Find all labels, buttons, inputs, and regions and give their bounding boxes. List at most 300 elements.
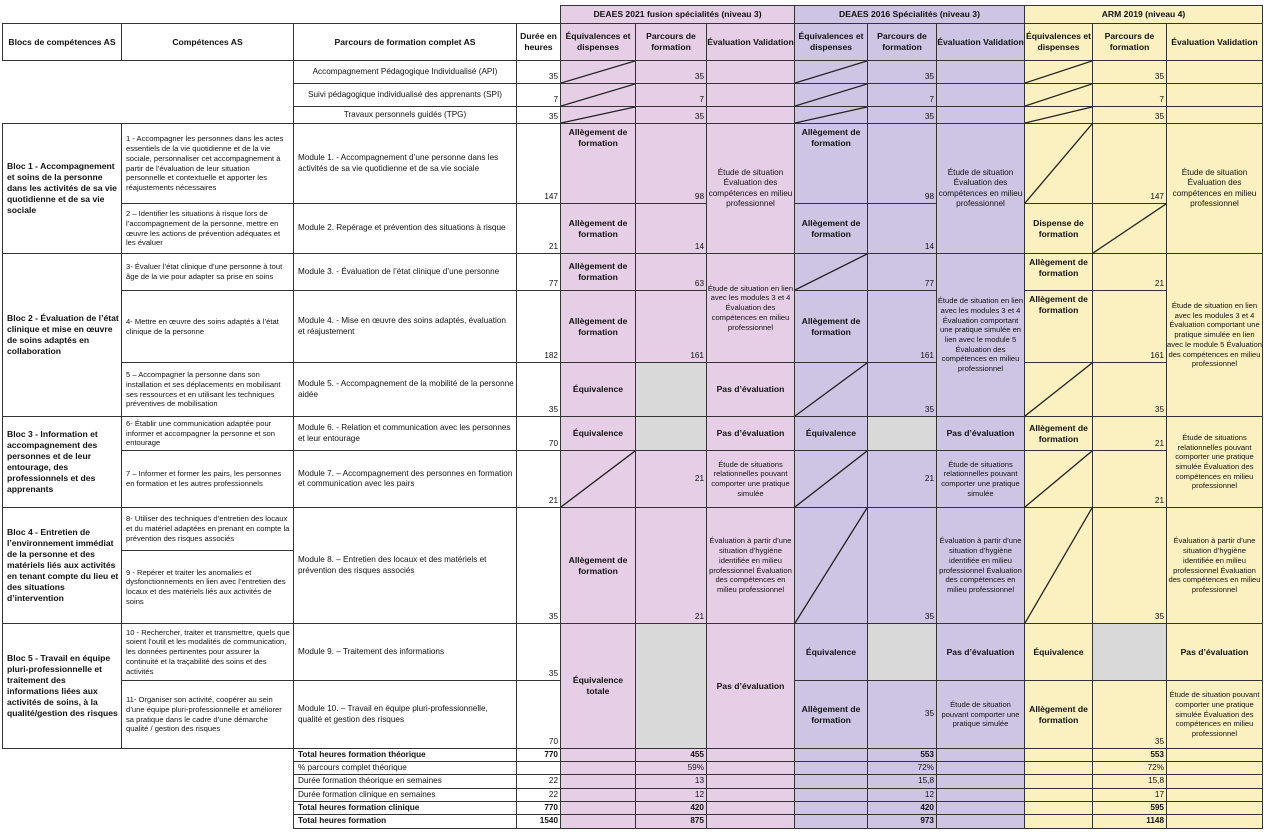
header-equivalences-2	[1024, 23, 1093, 61]
totals-d21-eval-empty	[706, 748, 795, 762]
arm-equiv-empty	[1024, 83, 1093, 107]
strikethrough-diagonal	[1025, 451, 1092, 507]
d21-eval-empty	[706, 106, 795, 124]
totals-d21	[635, 801, 707, 815]
totals-d16	[867, 788, 937, 802]
totals-d21-eval-empty	[706, 761, 795, 775]
totals-duree	[516, 748, 561, 762]
totals-d16-text: 420	[920, 802, 934, 812]
totals-d16-equiv-empty	[794, 801, 868, 815]
d16-m3-parcours	[867, 253, 937, 291]
d21-eval-empty	[706, 60, 795, 84]
d16-m5-equiv-empty	[794, 362, 868, 417]
arm-m6-equiv-text: Allègement de formation	[1029, 422, 1088, 444]
strikethrough-diagonal	[1025, 107, 1092, 123]
d16-equiv-empty	[794, 83, 868, 107]
totals-duree	[516, 788, 561, 802]
totals-d21-text: 59%	[687, 762, 704, 772]
totals-arm	[1092, 814, 1167, 829]
totals-d16-text: 12	[924, 789, 934, 799]
totals-d16-eval-empty	[936, 761, 1025, 775]
arm-eval-empty	[1166, 83, 1263, 107]
d16-equiv-empty	[794, 60, 868, 84]
strikethrough-diagonal	[561, 107, 635, 123]
top-row-label-text: Suivi pédagogique individualisé des apprenants (SPI)	[308, 89, 502, 99]
totals-label-text: Total heures formation théorique	[298, 749, 426, 759]
competence-item	[121, 507, 294, 551]
header-equivalences-0	[560, 23, 636, 61]
module-label-text: Module 9. – Traitement des informations	[298, 646, 445, 656]
totals-d16	[867, 801, 937, 815]
d16-equiv-empty	[794, 106, 868, 124]
totals-d21-text: 875	[690, 816, 704, 826]
arm-m2-parcours-empty	[1092, 203, 1167, 254]
totals-d16-text: 973	[920, 816, 934, 826]
totals-d16	[867, 748, 937, 762]
d16-m9-eval-text: Pas d’évaluation	[946, 646, 1015, 657]
d16-m9-parcours-empty	[867, 623, 937, 681]
module-duree-text: 147	[544, 191, 558, 201]
header-equivalences-0-text: Équivalences et dispenses	[565, 31, 631, 52]
d21-parcours-text: 35	[694, 71, 704, 81]
bloc-label	[2, 253, 122, 417]
arm-m9-equiv	[1024, 623, 1093, 681]
totals-arm	[1092, 801, 1167, 815]
arm-m3-parcours-text: 21	[1154, 278, 1164, 288]
d16-m1-equiv-text: Allègement de formation	[801, 127, 861, 148]
top-row-label	[293, 60, 517, 84]
totals-d16-equiv-empty	[794, 761, 868, 775]
d21-m5-equiv	[560, 362, 636, 417]
module-label-text: Module 3. - Évaluation de l’état clinique d’une personne	[298, 266, 500, 276]
totals-d21-text: 12	[694, 789, 704, 799]
d16-m1-equiv	[794, 123, 868, 204]
bloc-label	[2, 623, 122, 749]
totals-d21-equiv-empty	[560, 748, 636, 762]
totals-duree	[516, 774, 561, 789]
d16-m7-equiv-empty	[794, 450, 868, 508]
header-competences	[121, 23, 294, 61]
strikethrough-diagonal	[1025, 61, 1092, 83]
totals-d16-equiv-empty	[794, 814, 868, 829]
totals-arm-text: 553	[1150, 749, 1164, 759]
d16-m9-eval	[936, 623, 1025, 681]
header-parcours-text: Parcours de formation complet AS	[334, 36, 476, 47]
competence-item-text: 5 – Accompagner la personne dans son installation et ses déplacements en mobilisant ses ressources et en utilisant les techniques préventives de mobilisation	[126, 370, 281, 409]
arm-m1-equiv-empty	[1024, 123, 1093, 204]
strikethrough-diagonal	[795, 451, 867, 507]
d21-m6-equiv	[560, 416, 636, 451]
module-duree-text: 21	[548, 495, 558, 505]
totals-d21-equiv-empty	[560, 774, 636, 789]
totals-label	[293, 788, 517, 802]
module-label	[293, 680, 517, 749]
totals-duree-text: 1540	[539, 816, 558, 826]
totals-d21-eval-empty	[706, 774, 795, 789]
module-label-text: Module 5. - Accompagnement de la mobilité de la personne aidée	[298, 379, 514, 399]
arm-m9-parcours-empty	[1092, 623, 1167, 681]
module-duree	[516, 507, 561, 624]
totals-arm-text: 72%	[1147, 762, 1164, 772]
header-parcours-formation-0-text: Parcours de formation	[646, 31, 696, 52]
arm-m4-parcours-text: 161	[1150, 350, 1164, 360]
d21-m1-equiv-text: Allègement de formation	[568, 127, 628, 148]
d16-parcours	[867, 83, 937, 107]
top-row-duree-text: 35	[548, 71, 558, 81]
d21-m8-eval	[706, 507, 795, 624]
header-parcours-formation-1-text: Parcours de formation	[877, 31, 927, 52]
arm-m7-equiv-empty	[1024, 450, 1093, 508]
arm-m10-equiv-text: Allègement de formation	[1029, 703, 1088, 725]
d16-eval-empty	[936, 83, 1025, 107]
d21-m4-parcours	[635, 290, 707, 363]
arm-m8-parcours	[1092, 507, 1167, 624]
arm-m12-eval	[1166, 123, 1263, 254]
d16-m6-equiv-text: Équivalence	[805, 428, 857, 438]
module-label	[293, 203, 517, 254]
arm-m2-equiv-text: Dispense de formation	[1033, 217, 1084, 239]
competence-item	[121, 362, 294, 417]
arm-m12-eval-text: Étude de situation Évaluation des compétences en milieu professionnel	[1172, 167, 1257, 208]
d16-m12-eval-text: Étude de situation Évaluation des compétences en milieu professionnel	[938, 167, 1023, 208]
d16-m10-eval	[936, 680, 1025, 749]
competence-item	[121, 203, 294, 254]
d16-m345-eval	[936, 253, 1025, 417]
totals-arm-eval-empty	[1166, 774, 1263, 789]
module-label-text: Module 10. – Travail en équipe pluri-professionnelle, qualité et gestion des risques	[298, 704, 488, 724]
totals-arm-eval-empty	[1166, 814, 1263, 829]
module-duree	[516, 450, 561, 508]
d16-m1-parcours-text: 98	[924, 191, 934, 201]
arm-m10-eval	[1166, 680, 1263, 749]
d16-m8-equiv-empty	[794, 507, 868, 624]
totals-d16-eval-empty	[936, 788, 1025, 802]
competence-item-text: 3- Évaluer l’état clinique d’une personne à tout âge de la vie pour adapter sa prise en soins	[126, 262, 283, 281]
module-label-text: Module 1. - Accompagnement d’une personne dans les activités de sa vie quotidienne et de sa vie sociale	[298, 153, 499, 173]
bloc-label-text: Bloc 4 - Entretien de l’environnement immédiat de la personne et des matériels liés aux activités en tenant compte du lieu et des situations d’intervention	[7, 527, 119, 603]
totals-d16-text: 15,8	[918, 776, 934, 786]
arm-m7-parcours	[1092, 450, 1167, 508]
totals-d21-eval-empty	[706, 801, 795, 815]
arm-m10-equiv	[1024, 680, 1093, 749]
d21-m6-eval-text: Pas d’évaluation	[716, 428, 785, 438]
d21-m5-eval	[706, 362, 795, 417]
arm-m10-parcours-text: 35	[1154, 736, 1164, 746]
totals-d21-text: 420	[690, 802, 704, 812]
totals-duree-text: 770	[544, 802, 558, 812]
d16-m4-equiv	[794, 290, 868, 363]
d21-m7-eval	[706, 450, 795, 508]
d21-m5-equiv-text: Équivalence	[572, 384, 624, 394]
arm-m5-parcours-text: 35	[1154, 404, 1164, 414]
module-duree-text: 70	[548, 438, 558, 448]
module-label	[293, 450, 517, 508]
d16-m8-eval	[936, 507, 1025, 624]
totals-label	[293, 814, 517, 829]
competence-item	[121, 450, 294, 508]
totals-arm-equiv-empty	[1024, 761, 1093, 775]
arm-m6-equiv	[1024, 416, 1093, 451]
totals-d21	[635, 788, 707, 802]
arm-m4-equiv-text: Allègement de formation	[1029, 294, 1088, 315]
d16-m7-parcours	[867, 450, 937, 508]
d16-m6-eval	[936, 416, 1025, 451]
d21-m4-equiv-text: Allègement de formation	[568, 315, 628, 337]
totals-arm-text: 1148	[1146, 816, 1164, 826]
d21-parcours	[635, 83, 707, 107]
arm-m2-equiv	[1024, 203, 1093, 254]
competence-item-text: 7 – Informer et former les pairs, les personnes en formation et les autres professionnels	[126, 469, 282, 488]
header-equivalences-1	[794, 23, 868, 61]
totals-arm-text: 15,8	[1148, 776, 1164, 786]
d21-m8-eval-text: Évaluation à partir d’une situation d’hygiène identifiée en milieu professionnel Évaluation des compétences en milieu professionnel	[709, 536, 792, 594]
arm-m9-eval-text: Pas d’évaluation	[1180, 646, 1249, 657]
strikethrough-diagonal	[1025, 508, 1092, 623]
competence-item-text: 2 – Identifier les situations à risque lors de l’accompagnement de la personne, mettre en œuvre les actions de prévention adéquates et les évaluer	[126, 209, 281, 248]
d21-m8-equiv-text: Allègement de formation	[568, 554, 628, 576]
d16-m7-parcours-text: 21	[924, 473, 934, 483]
module-duree	[516, 290, 561, 363]
strikethrough-diagonal	[561, 84, 635, 106]
totals-arm-equiv-empty	[1024, 788, 1093, 802]
d16-m4-parcours-text: 161	[920, 350, 934, 360]
d16-m3-equiv-empty	[794, 253, 868, 291]
totals-duree	[516, 814, 561, 829]
arm-parcours-text: 35	[1154, 111, 1164, 121]
arm-m3-equiv-text: Allègement de formation	[1029, 257, 1088, 278]
competence-item-text: 9 - Repérer et traiter les anomalies et dysfonctionnements en lien avec l’entretien des locaux et des matériels liés aux activités de soins	[126, 567, 286, 606]
arm-m3-equiv	[1024, 253, 1093, 291]
d21-m4-equiv	[560, 290, 636, 363]
module-label-text: Module 6. - Relation et communication avec les personnes et leur entourage	[298, 423, 511, 443]
top-row-label	[293, 106, 517, 124]
module-duree-text: 77	[548, 278, 558, 288]
header-competences-text: Compétences AS	[172, 36, 243, 47]
header-equivalences-1-text: Équivalences et dispenses	[798, 31, 864, 52]
d21-parcours	[635, 60, 707, 84]
module-label-text: Module 2. Repérage et prévention des situations à risque	[298, 223, 506, 233]
header-evaluation-1	[936, 23, 1025, 61]
module-duree	[516, 416, 561, 451]
d16-m4-equiv-text: Allègement de formation	[801, 315, 861, 337]
totals-d21	[635, 814, 707, 829]
arm-m6-parcours-text: 21	[1154, 438, 1164, 448]
competence-item	[121, 253, 294, 291]
d16-m2-parcours-text: 14	[924, 241, 934, 251]
strikethrough-diagonal	[561, 451, 635, 507]
arm-m8-equiv-empty	[1024, 507, 1093, 624]
module-label-text: Module 8. – Entretien des locaux et des matériels et prévention des risques associés	[298, 555, 487, 575]
d16-m9-equiv-text: Équivalence	[805, 646, 857, 657]
module-duree-text: 182	[544, 350, 558, 360]
top-row-duree	[516, 83, 561, 107]
strikethrough-diagonal	[795, 107, 867, 123]
d16-m10-equiv	[794, 680, 868, 749]
competence-item	[121, 623, 294, 681]
totals-arm-eval-empty	[1166, 748, 1263, 762]
totals-arm-equiv-empty	[1024, 801, 1093, 815]
arm-eval-empty	[1166, 106, 1263, 124]
d16-m5-parcours-text: 35	[924, 404, 934, 414]
module-duree	[516, 362, 561, 417]
d21-m8-equiv	[560, 507, 636, 624]
totals-arm-eval-empty	[1166, 788, 1263, 802]
totals-d16-eval-empty	[936, 748, 1025, 762]
totals-arm	[1092, 748, 1167, 762]
d16-m12-eval	[936, 123, 1025, 254]
d16-parcours	[867, 60, 937, 84]
totals-d21-equiv-empty	[560, 788, 636, 802]
top-row-duree	[516, 106, 561, 124]
d16-eval-empty	[936, 106, 1025, 124]
group-header-arm-2019-text: ARM 2019 (niveau 4)	[1101, 9, 1186, 19]
d21-equiv-empty	[560, 83, 636, 107]
module-duree	[516, 680, 561, 749]
totals-arm	[1092, 761, 1167, 775]
d21-m910-equiv-text: Équivalence totale	[572, 675, 624, 696]
d21-m7-parcours	[635, 450, 707, 508]
header-parcours-formation-2	[1092, 23, 1167, 61]
totals-arm-equiv-empty	[1024, 774, 1093, 789]
arm-eval-empty	[1166, 60, 1263, 84]
module-duree-text: 35	[548, 404, 558, 414]
arm-m6-parcours	[1092, 416, 1167, 451]
d16-m8-eval-text: Évaluation à partir d’une situation d’hygiène identifiée en milieu professionnel Évaluation des compétences en milieu professionnel	[939, 536, 1022, 594]
bloc-label	[2, 123, 122, 254]
arm-m1-parcours	[1092, 123, 1167, 204]
arm-parcours	[1092, 106, 1167, 124]
arm-m8-parcours-text: 35	[1154, 611, 1164, 621]
d16-m7-eval-text: Étude de situations relationnelles pouvant comporter une pratique simulée	[941, 459, 1020, 498]
header-equivalences-2-text: Équivalences et dispenses	[1026, 31, 1091, 52]
strikethrough-diagonal	[795, 363, 867, 416]
totals-duree-text: 22	[548, 789, 558, 799]
bloc-label-text: Bloc 2 - Évaluation de l’état clinique et mise en œuvre de soins adaptés en collaboration	[7, 313, 119, 356]
totals-d21-text: 455	[690, 749, 704, 759]
totals-d16-eval-empty	[936, 774, 1025, 789]
d21-m6-parcours-empty	[635, 416, 707, 451]
strikethrough-diagonal	[795, 61, 867, 83]
strikethrough-diagonal	[795, 254, 867, 290]
d21-m3-parcours	[635, 253, 707, 291]
totals-arm	[1092, 774, 1167, 789]
d21-m34-eval	[706, 253, 795, 363]
module-label	[293, 362, 517, 417]
top-row-label-text: Travaux personnels guidés (TPG)	[343, 109, 467, 119]
d21-m3-equiv	[560, 253, 636, 291]
competence-item-text: 4- Mettre en œuvre des soins adaptés à l’état clinique de la personne	[126, 316, 279, 336]
header-evaluation-0-text: Évaluation Validation	[707, 36, 794, 47]
top-row-label	[293, 83, 517, 107]
group-header-deaes-2016	[794, 5, 1025, 24]
totals-label	[293, 801, 517, 815]
module-label	[293, 290, 517, 363]
d21-m3-equiv-text: Allègement de formation	[568, 261, 628, 282]
arm-m9-eval	[1166, 623, 1263, 681]
module-duree	[516, 253, 561, 291]
totals-d21-equiv-empty	[560, 761, 636, 775]
totals-label	[293, 774, 517, 789]
d21-parcours-text: 35	[694, 111, 704, 121]
arm-m1-parcours-text: 147	[1150, 191, 1164, 201]
d21-m3-parcours-text: 63	[694, 278, 704, 288]
totals-d21-eval-empty	[706, 788, 795, 802]
d16-m2-parcours	[867, 203, 937, 254]
d16-m10-equiv-text: Allègement de formation	[801, 703, 861, 725]
d21-m12-eval-text: Étude de situation Évaluation des compétences en milieu professionnel	[708, 167, 793, 208]
top-row-duree	[516, 60, 561, 84]
d16-m345-eval-text: Étude de situation en lien avec les modules 3 et 4 Évaluation comportant une pratique simulée en lien avec le module 5 Évaluation des compétences en milieu professionnel	[937, 296, 1024, 374]
header-evaluation-0	[706, 23, 795, 61]
totals-duree-text: 22	[548, 776, 558, 786]
module-duree-text: 21	[548, 241, 558, 251]
d16-m5-parcours	[867, 362, 937, 417]
top-row-duree-text: 35	[548, 111, 558, 121]
totals-label-text: Durée formation théorique en semaines	[298, 776, 442, 786]
d16-parcours-text: 35	[924, 111, 934, 121]
arm-m4-parcours	[1092, 290, 1167, 363]
arm-parcours-text: 35	[1154, 71, 1164, 81]
totals-arm-eval-empty	[1166, 761, 1263, 775]
bloc-label-text: Bloc 5 - Travail en équipe pluri-professionnelle et traitement des informations liées aux activités de soins, à la qualité/gestion des risques	[7, 653, 118, 718]
d16-m9-equiv	[794, 623, 868, 681]
d21-m34-eval-text: Étude de situation en lien avec les modules 3 et 4 Évaluation des compétences en milieu professionnel	[707, 283, 794, 332]
arm-m5-parcours	[1092, 362, 1167, 417]
arm-m9-equiv-text: Équivalence	[1033, 646, 1084, 657]
totals-label-text: % parcours complet théorique	[298, 762, 407, 772]
strikethrough-diagonal	[795, 508, 867, 623]
totals-d16-eval-empty	[936, 814, 1025, 829]
d21-m6-eval	[706, 416, 795, 451]
module-duree	[516, 203, 561, 254]
arm-parcours	[1092, 60, 1167, 84]
module-duree	[516, 623, 561, 681]
d16-eval-empty	[936, 60, 1025, 84]
module-duree-text: 70	[548, 736, 558, 746]
totals-d16-eval-empty	[936, 801, 1025, 815]
header-evaluation-2	[1166, 23, 1263, 61]
group-header-deaes-2021	[560, 5, 795, 24]
arm-m7-parcours-text: 21	[1154, 495, 1164, 505]
module-duree-text: 35	[548, 668, 558, 678]
d16-m10-eval-text: Étude de situation pouvant comporter une pratique simulée	[941, 699, 1020, 729]
d21-m2-parcours-text: 14	[694, 241, 704, 251]
d21-parcours	[635, 106, 707, 124]
header-blocs	[2, 23, 122, 61]
bloc-label	[2, 416, 122, 508]
totals-duree-text: 770	[544, 749, 558, 759]
totals-d21-eval-empty	[706, 814, 795, 829]
d16-m10-parcours-text: 35	[924, 709, 934, 719]
header-parcours-formation-2-text: Parcours de formation	[1104, 31, 1155, 52]
d21-m5-eval-text: Pas d’évaluation	[716, 384, 785, 394]
totals-arm	[1092, 788, 1167, 802]
arm-m345-eval	[1166, 253, 1263, 417]
d21-m2-equiv-text: Allègement de formation	[568, 217, 628, 239]
d16-parcours-text: 7	[929, 94, 934, 104]
d16-m7-eval	[936, 450, 1025, 508]
competence-item	[121, 123, 294, 204]
totals-arm-text: 595	[1150, 802, 1164, 812]
module-duree-text: 35	[548, 611, 558, 621]
d21-m6-equiv-text: Équivalence	[572, 428, 624, 438]
header-evaluation-1-text: Évaluation Validation	[937, 36, 1024, 47]
strikethrough-diagonal	[561, 61, 635, 83]
header-duree-text: Durée en heures	[520, 31, 557, 52]
arm-m8-eval-text: Évaluation à partir d’une situation d’hygiène identifiée en milieu professionnel Évaluation des compétences en milieu professionnel	[1168, 536, 1261, 594]
d21-m7-parcours-text: 21	[694, 473, 704, 483]
totals-arm-equiv-empty	[1024, 814, 1093, 829]
